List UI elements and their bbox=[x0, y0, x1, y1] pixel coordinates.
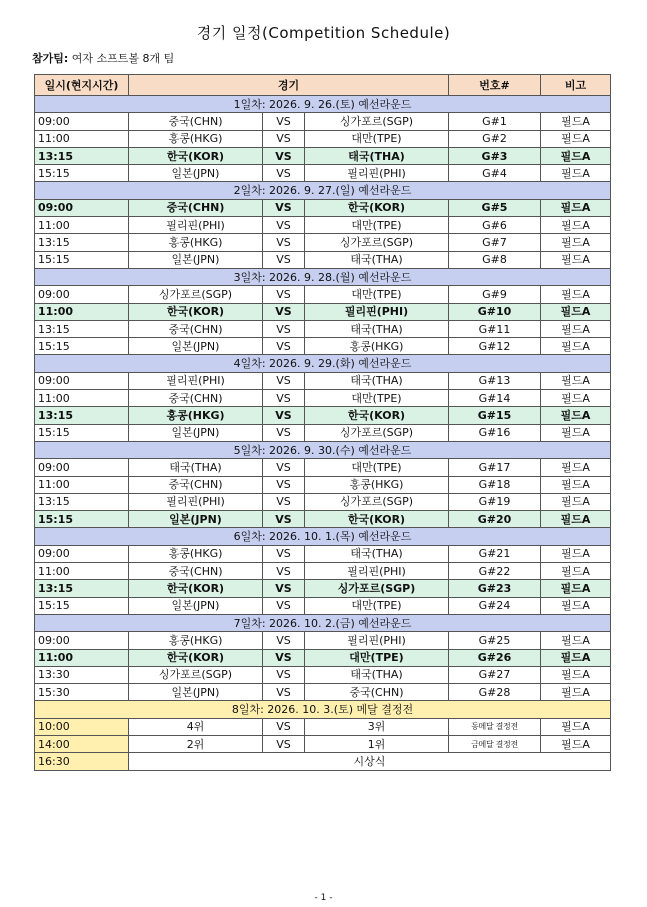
ceremony-time: 16:30 bbox=[35, 753, 129, 770]
vs-label: VS bbox=[263, 563, 305, 580]
game-time: 09:00 bbox=[35, 459, 129, 476]
game-time: 15:15 bbox=[35, 338, 129, 355]
vs-label: VS bbox=[263, 545, 305, 562]
schedule-body bbox=[35, 96, 611, 771]
vs-label: VS bbox=[263, 407, 305, 424]
schedule-table bbox=[34, 74, 611, 771]
participants-line bbox=[32, 50, 174, 66]
away-team: 대만(TPE) bbox=[305, 217, 449, 234]
game-time: 09:00 bbox=[35, 545, 129, 562]
venue: 필드A bbox=[541, 407, 611, 424]
vs-label: VS bbox=[263, 113, 305, 130]
finals-header-row bbox=[35, 701, 611, 718]
home-team: 일본(JPN) bbox=[129, 251, 263, 268]
home-team: 한국(KOR) bbox=[129, 649, 263, 666]
home-team: 홍콩(HKG) bbox=[129, 545, 263, 562]
page-number: - 1 - bbox=[314, 893, 333, 903]
day-header-row bbox=[35, 355, 611, 372]
vs-label: VS bbox=[263, 597, 305, 614]
game-number: G#25 bbox=[449, 632, 541, 649]
away-team: 3위 bbox=[305, 718, 449, 735]
vs-label: VS bbox=[263, 684, 305, 701]
game-row bbox=[35, 320, 611, 337]
game-row bbox=[35, 372, 611, 389]
home-team: 일본(JPN) bbox=[129, 597, 263, 614]
game-row bbox=[35, 476, 611, 493]
game-row bbox=[35, 424, 611, 441]
away-team: 한국(KOR) bbox=[305, 199, 449, 216]
game-number: G#18 bbox=[449, 476, 541, 493]
day-label: 5일차: 2026. 9. 30.(수) 예선라운드 bbox=[35, 441, 611, 458]
home-team: 중국(CHN) bbox=[129, 113, 263, 130]
day-label: 3일차: 2026. 9. 28.(월) 예선라운드 bbox=[35, 268, 611, 285]
game-time: 13:15 bbox=[35, 493, 129, 510]
vs-label: VS bbox=[263, 649, 305, 666]
away-team: 싱가포르(SGP) bbox=[305, 424, 449, 441]
away-team: 대만(TPE) bbox=[305, 649, 449, 666]
vs-label: VS bbox=[263, 217, 305, 234]
away-team: 싱가포르(SGP) bbox=[305, 493, 449, 510]
away-team: 태국(THA) bbox=[305, 666, 449, 683]
home-team: 필리핀(PHI) bbox=[129, 217, 263, 234]
home-team: 한국(KOR) bbox=[129, 147, 263, 164]
game-number: G#1 bbox=[449, 113, 541, 130]
away-team: 필리핀(PHI) bbox=[305, 165, 449, 182]
game-number: G#21 bbox=[449, 545, 541, 562]
venue: 필드A bbox=[541, 718, 611, 735]
home-team: 한국(KOR) bbox=[129, 580, 263, 597]
home-team: 일본(JPN) bbox=[129, 511, 263, 528]
game-number: G#5 bbox=[449, 199, 541, 216]
away-team: 필리핀(PHI) bbox=[305, 632, 449, 649]
home-team: 필리핀(PHI) bbox=[129, 372, 263, 389]
vs-label: VS bbox=[263, 199, 305, 216]
game-time: 10:00 bbox=[35, 718, 129, 735]
game-time: 13:15 bbox=[35, 234, 129, 251]
game-time: 09:00 bbox=[35, 113, 129, 130]
venue: 필드A bbox=[541, 372, 611, 389]
vs-label: VS bbox=[263, 165, 305, 182]
home-team: 홍콩(HKG) bbox=[129, 130, 263, 147]
venue: 필드A bbox=[541, 251, 611, 268]
venue: 필드A bbox=[541, 424, 611, 441]
game-row-korea bbox=[35, 511, 611, 528]
vs-label: VS bbox=[263, 234, 305, 251]
venue: 필드A bbox=[541, 632, 611, 649]
game-time: 11:00 bbox=[35, 649, 129, 666]
venue: 필드A bbox=[541, 493, 611, 510]
game-number: G#7 bbox=[449, 234, 541, 251]
medal-game-type: 동메달 결정전 bbox=[449, 718, 541, 735]
game-number: G#26 bbox=[449, 649, 541, 666]
away-team: 태국(THA) bbox=[305, 147, 449, 164]
game-row bbox=[35, 130, 611, 147]
header-number: 번호# bbox=[449, 75, 541, 96]
away-team: 태국(THA) bbox=[305, 251, 449, 268]
away-team: 대만(TPE) bbox=[305, 390, 449, 407]
away-team: 한국(KOR) bbox=[305, 511, 449, 528]
game-number: G#27 bbox=[449, 666, 541, 683]
venue: 필드A bbox=[541, 666, 611, 683]
home-team: 4위 bbox=[129, 718, 263, 735]
venue: 필드A bbox=[541, 165, 611, 182]
home-team: 싱가포르(SGP) bbox=[129, 666, 263, 683]
venue: 필드A bbox=[541, 476, 611, 493]
vs-label: VS bbox=[263, 632, 305, 649]
game-time: 09:00 bbox=[35, 286, 129, 303]
game-number: G#15 bbox=[449, 407, 541, 424]
away-team: 싱가포르(SGP) bbox=[305, 113, 449, 130]
away-team: 중국(CHN) bbox=[305, 684, 449, 701]
away-team: 태국(THA) bbox=[305, 372, 449, 389]
medal-game-type: 금메달 결정전 bbox=[449, 735, 541, 752]
away-team: 태국(THA) bbox=[305, 545, 449, 562]
game-time: 13:15 bbox=[35, 320, 129, 337]
game-time: 11:00 bbox=[35, 130, 129, 147]
game-number: G#19 bbox=[449, 493, 541, 510]
game-time: 13:15 bbox=[35, 147, 129, 164]
venue: 필드A bbox=[541, 649, 611, 666]
away-team: 태국(THA) bbox=[305, 320, 449, 337]
away-team: 홍콩(HKG) bbox=[305, 476, 449, 493]
day-label: 7일차: 2026. 10. 2.(금) 예선라운드 bbox=[35, 614, 611, 631]
game-row bbox=[35, 563, 611, 580]
venue: 필드A bbox=[541, 147, 611, 164]
venue: 필드A bbox=[541, 130, 611, 147]
vs-label: VS bbox=[263, 147, 305, 164]
away-team: 싱가포르(SGP) bbox=[305, 234, 449, 251]
game-row-korea bbox=[35, 580, 611, 597]
away-team: 필리핀(PHI) bbox=[305, 563, 449, 580]
game-row-korea bbox=[35, 303, 611, 320]
venue: 필드A bbox=[541, 234, 611, 251]
venue: 필드A bbox=[541, 597, 611, 614]
vs-label: VS bbox=[263, 476, 305, 493]
home-team: 홍콩(HKG) bbox=[129, 632, 263, 649]
game-time: 11:00 bbox=[35, 563, 129, 580]
vs-label: VS bbox=[263, 303, 305, 320]
home-team: 중국(CHN) bbox=[129, 199, 263, 216]
home-team: 홍콩(HKG) bbox=[129, 407, 263, 424]
day-label: 1일차: 2026. 9. 26.(토) 예선라운드 bbox=[35, 96, 611, 113]
home-team: 일본(JPN) bbox=[129, 684, 263, 701]
home-team: 일본(JPN) bbox=[129, 338, 263, 355]
game-number: G#9 bbox=[449, 286, 541, 303]
game-row bbox=[35, 684, 611, 701]
game-row bbox=[35, 545, 611, 562]
game-number: G#2 bbox=[449, 130, 541, 147]
day-header-row bbox=[35, 268, 611, 285]
game-number: G#28 bbox=[449, 684, 541, 701]
ceremony-label: 시상식 bbox=[129, 753, 611, 770]
page-title: 경기 일정(Competition Schedule) bbox=[196, 24, 451, 42]
game-row bbox=[35, 234, 611, 251]
vs-label: VS bbox=[263, 666, 305, 683]
game-time: 11:00 bbox=[35, 390, 129, 407]
game-row bbox=[35, 390, 611, 407]
game-number: G#3 bbox=[449, 147, 541, 164]
venue: 필드A bbox=[541, 390, 611, 407]
participants-label: 참가팀: bbox=[32, 52, 69, 65]
header-remarks: 비고 bbox=[541, 75, 611, 96]
vs-label: VS bbox=[263, 511, 305, 528]
game-time: 15:15 bbox=[35, 165, 129, 182]
game-row bbox=[35, 666, 611, 683]
game-number: G#12 bbox=[449, 338, 541, 355]
vs-label: VS bbox=[263, 459, 305, 476]
game-number: G#20 bbox=[449, 511, 541, 528]
vs-label: VS bbox=[263, 372, 305, 389]
game-time: 15:15 bbox=[35, 597, 129, 614]
home-team: 중국(CHN) bbox=[129, 476, 263, 493]
game-number: G#22 bbox=[449, 563, 541, 580]
game-number: G#16 bbox=[449, 424, 541, 441]
header-time: 일시(현지시간) bbox=[35, 75, 129, 96]
game-row-korea bbox=[35, 407, 611, 424]
away-team: 한국(KOR) bbox=[305, 407, 449, 424]
day-label: 2일차: 2026. 9. 27.(일) 예선라운드 bbox=[35, 182, 611, 199]
game-row bbox=[35, 286, 611, 303]
game-row-korea bbox=[35, 649, 611, 666]
home-team: 일본(JPN) bbox=[129, 424, 263, 441]
game-time: 13:30 bbox=[35, 666, 129, 683]
game-number: G#17 bbox=[449, 459, 541, 476]
game-number: G#6 bbox=[449, 217, 541, 234]
venue: 필드A bbox=[541, 511, 611, 528]
venue: 필드A bbox=[541, 580, 611, 597]
game-number: G#24 bbox=[449, 597, 541, 614]
header-match: 경기 bbox=[129, 75, 449, 96]
game-number: G#23 bbox=[449, 580, 541, 597]
day-header-row bbox=[35, 528, 611, 545]
vs-label: VS bbox=[263, 493, 305, 510]
day-header-row bbox=[35, 614, 611, 631]
game-time: 15:30 bbox=[35, 684, 129, 701]
home-team: 필리핀(PHI) bbox=[129, 493, 263, 510]
venue: 필드A bbox=[541, 735, 611, 752]
venue: 필드A bbox=[541, 199, 611, 216]
home-team: 중국(CHN) bbox=[129, 563, 263, 580]
game-number: G#11 bbox=[449, 320, 541, 337]
header-row bbox=[35, 75, 611, 96]
venue: 필드A bbox=[541, 217, 611, 234]
game-time: 15:15 bbox=[35, 424, 129, 441]
finals-label: 8일차: 2026. 10. 3.(토) 메달 결정전 bbox=[35, 701, 611, 718]
game-number: G#10 bbox=[449, 303, 541, 320]
away-team: 대만(TPE) bbox=[305, 597, 449, 614]
home-team: 한국(KOR) bbox=[129, 303, 263, 320]
game-number: G#8 bbox=[449, 251, 541, 268]
venue: 필드A bbox=[541, 286, 611, 303]
game-time: 09:00 bbox=[35, 199, 129, 216]
game-row-korea bbox=[35, 147, 611, 164]
venue: 필드A bbox=[541, 338, 611, 355]
venue: 필드A bbox=[541, 113, 611, 130]
ceremony-row bbox=[35, 753, 611, 770]
home-team: 홍콩(HKG) bbox=[129, 234, 263, 251]
home-team: 싱가포르(SGP) bbox=[129, 286, 263, 303]
venue: 필드A bbox=[541, 320, 611, 337]
day-label: 6일차: 2026. 10. 1.(목) 예선라운드 bbox=[35, 528, 611, 545]
game-number: G#13 bbox=[449, 372, 541, 389]
vs-label: VS bbox=[263, 286, 305, 303]
game-row bbox=[35, 597, 611, 614]
medal-game-row bbox=[35, 718, 611, 735]
game-row bbox=[35, 113, 611, 130]
vs-label: VS bbox=[263, 320, 305, 337]
game-row bbox=[35, 165, 611, 182]
day-header-row bbox=[35, 441, 611, 458]
game-time: 11:00 bbox=[35, 217, 129, 234]
vs-label: VS bbox=[263, 718, 305, 735]
away-team: 싱가포르(SGP) bbox=[305, 580, 449, 597]
away-team: 필리핀(PHI) bbox=[305, 303, 449, 320]
game-time: 11:00 bbox=[35, 476, 129, 493]
game-row-korea bbox=[35, 199, 611, 216]
game-row bbox=[35, 632, 611, 649]
medal-game-row bbox=[35, 735, 611, 752]
venue: 필드A bbox=[541, 684, 611, 701]
venue: 필드A bbox=[541, 459, 611, 476]
game-time: 15:15 bbox=[35, 251, 129, 268]
vs-label: VS bbox=[263, 580, 305, 597]
game-time: 13:15 bbox=[35, 580, 129, 597]
home-team: 2위 bbox=[129, 735, 263, 752]
vs-label: VS bbox=[263, 390, 305, 407]
game-time: 15:15 bbox=[35, 511, 129, 528]
venue: 필드A bbox=[541, 563, 611, 580]
participants-value: 여자 소프트볼 8개 팀 bbox=[71, 52, 175, 65]
game-time: 14:00 bbox=[35, 735, 129, 752]
away-team: 1위 bbox=[305, 735, 449, 752]
home-team: 중국(CHN) bbox=[129, 390, 263, 407]
game-row bbox=[35, 217, 611, 234]
home-team: 중국(CHN) bbox=[129, 320, 263, 337]
game-row bbox=[35, 338, 611, 355]
day-header-row bbox=[35, 96, 611, 113]
home-team: 태국(THA) bbox=[129, 459, 263, 476]
home-team: 일본(JPN) bbox=[129, 165, 263, 182]
venue: 필드A bbox=[541, 303, 611, 320]
game-row bbox=[35, 251, 611, 268]
game-time: 13:15 bbox=[35, 407, 129, 424]
away-team: 대만(TPE) bbox=[305, 130, 449, 147]
venue: 필드A bbox=[541, 545, 611, 562]
game-row bbox=[35, 459, 611, 476]
vs-label: VS bbox=[263, 130, 305, 147]
vs-label: VS bbox=[263, 424, 305, 441]
game-time: 11:00 bbox=[35, 303, 129, 320]
game-time: 09:00 bbox=[35, 632, 129, 649]
vs-label: VS bbox=[263, 735, 305, 752]
game-row bbox=[35, 493, 611, 510]
game-number: G#4 bbox=[449, 165, 541, 182]
game-number: G#14 bbox=[449, 390, 541, 407]
day-label: 4일차: 2026. 9. 29.(화) 예선라운드 bbox=[35, 355, 611, 372]
away-team: 대만(TPE) bbox=[305, 459, 449, 476]
vs-label: VS bbox=[263, 251, 305, 268]
day-header-row bbox=[35, 182, 611, 199]
vs-label: VS bbox=[263, 338, 305, 355]
away-team: 대만(TPE) bbox=[305, 286, 449, 303]
game-time: 09:00 bbox=[35, 372, 129, 389]
away-team: 홍콩(HKG) bbox=[305, 338, 449, 355]
